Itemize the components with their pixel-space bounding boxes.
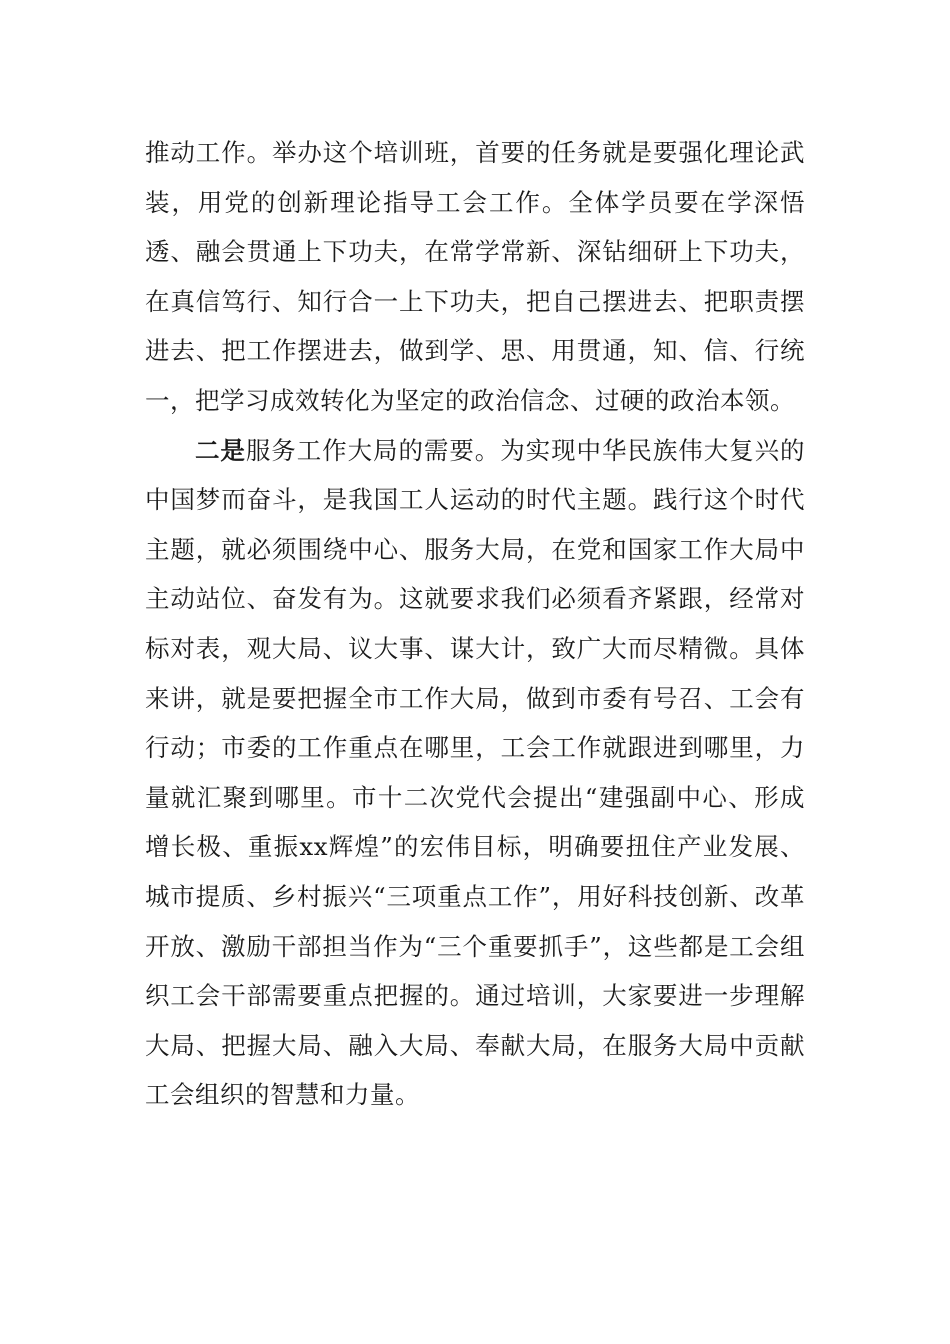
paragraph-continued [145,128,805,426]
document-body [145,128,805,1120]
paragraph-text: 服务工作大局的需要。为实现中华民族伟大复兴的中国梦而奋斗，是我国工人运动的时代主题。践行这个时代主题，就必须围绕中心、服务大局，在党和国家工作大局中主动站位、奋发有为。这就要求我们必须看齐紧跟，经常对标对表，观大局、议大事、谋大计，致广大而尽精微。具体来讲，就是要把握全市工作大局，做到市委有号召、工会有行动；市委的工作重点在哪里，工会工作就跟进到哪里，力量就汇聚到哪里。市十二次党代会提出“建强副中心、形成增长极、重振xx辉煌”的宏伟目标，明确要扭住产业发展、城市提质、乡村振兴“三项重点工作”，用好科技创新、改革开放、激励干部担当作为“三个重要抓手”，这些都是工会组织工会干部需要重点把握的。通过培训，大家要进一步理解大局、把握大局、融入大局、奉献大局，在服务大局中贡献工会组织的智慧和力量。 [145,435,806,1110]
paragraph-text: 推动工作。举办这个培训班，首要的任务就是要强化理论武装，用党的创新理论指导工会工作。全体学员要在学深悟透、融会贯通上下功夫，在常学常新、深钻细研上下功夫，在真信笃行、知行合一上下功夫，把自己摆进去、把职责摆进去、把工作摆进去，做到学、思、用贯通，知、信、行统一，把学习成效转化为坚定的政治信念、过硬的政治本领。 [145,138,805,415]
paragraph-lead: 二是 [195,435,246,465]
paragraph-second-point [145,426,805,1120]
